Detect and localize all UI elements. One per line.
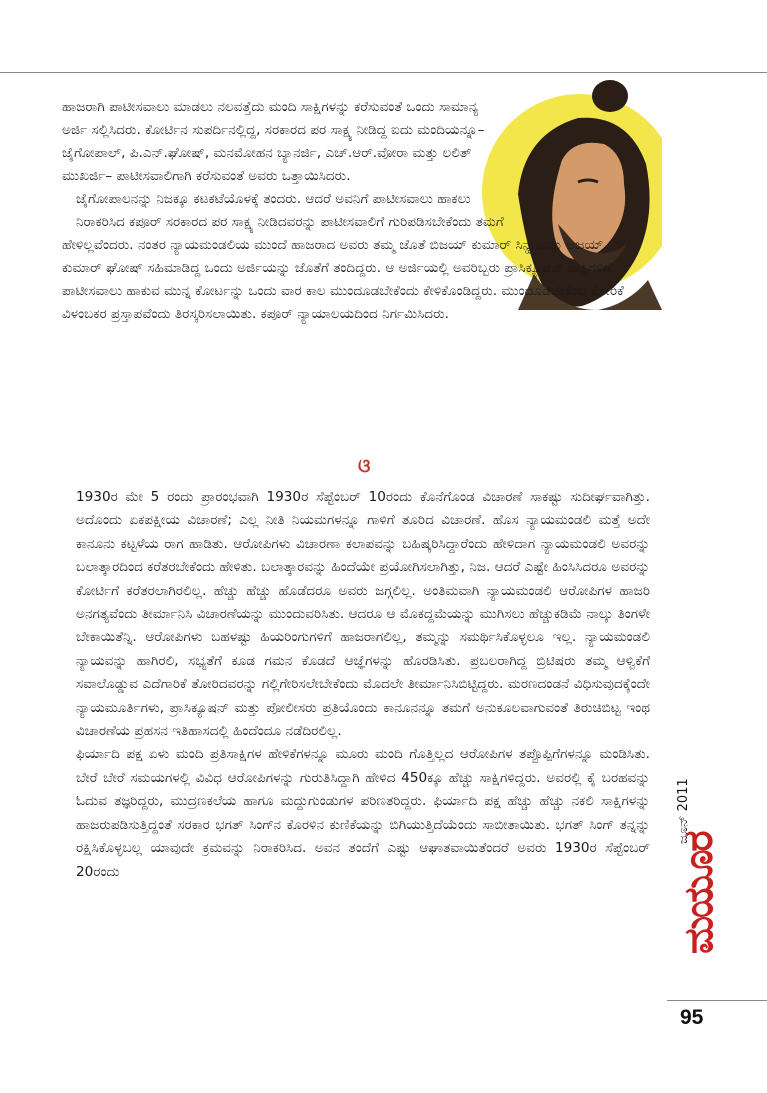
top-divider	[0, 72, 767, 73]
magazine-name: ಮಯೂರ	[676, 832, 722, 954]
paragraph: ಜೈಗೋಪಾಲನನ್ನು ನಿಜಕ್ಕೂ ಕಟಕಟೆಯೊಳಕ್ಕೆ ತಂದರು. ಆದರೆ ಅವನಿಗೆ ಪಾಟೀಸವಾಲು ಹಾಕಲು ನಿರಾಕರಿಸಿದ ಕಪೂರ್ ಸರಕಾರದ ಪರ ಸಾಕ್ಷ್ಯ ನೀಡಿದವರನ್ನು ಪಾಟೀಸವಾಲಿಗೆ ಗುರಿಪಡಿಸಬೇಕೆಂದು ತಮಗೆ	[76, 191, 504, 230]
upper-text	[62, 96, 622, 326]
paragraph: ಫಿರ್ಯಾದಿ ಪಕ್ಷ ಏಳು ಮಂದಿ ಪ್ರತಿಸಾಕ್ಷಿಗಳ ಹೇಳಿಕೆಗಳನ್ನೂ ಮೂರು ಮಂದಿ ಗೊತ್ತಿಲ್ಲದ ಆರೋಪಿಗಳ ತಪ್ಪೊಪ್ಪಿಗೆಗಳನ್ನೂ ಮಂಡಿಸಿತು. ಬೇರೆ ಬೇರೆ ಸಮಯಗಳಲ್ಲಿ ವಿವಿಧ ಆರೋಪಿಗಳನ್ನು ಗುರುತಿಸಿದ್ದಾಗಿ ಹೇಳಿದ 450ಕ್ಕೂ ಹೆಚ್ಚು ಸಾಕ್ಷಿಗಳಿದ್ದರು. ಅವರಲ್ಲಿ ಕೈ ಬರಹವನ್ನು ಓದುವ ತಜ್ಞರಿದ್ದರು, ಮುದ್ರಣಕಲೆಯ ಹಾಗೂ ಮದ್ದುಗುಂಡುಗಳ ಪರಿಣತರಿದ್ದರು. ಫಿರ್ಯಾದಿ ಪಕ್ಷ ಹೆಚ್ಚು ಹೆಚ್ಚು ನಕಲಿ ಸಾಕ್ಷಿಗಳನ್ನು ಹಾಜರುಪಡಿಸುತ್ತಿದ್ದಂತೆ ಸರಕಾರ ಭಗತ್ ಸಿಂಗ್‍ನ ಕೊರಳಿನ ಕುಣಿಕೆಯನ್ನು ಬಿಗಿಯುತ್ತಿದೆಯೆಂದು ಸಾಬೀತಾಯಿತು. ಭಗತ್ ಸಿಂಗ್ ತನ್ನನ್ನು ರಕ್ಷಿಸಿಕೊಳ್ಳಬಲ್ಲ ಯಾವುದೇ ಕ್ರಮವನ್ನು ನಿರಾಕರಿಸಿದ. ಅವನ ತಂದೆಗೆ ಎಷ್ಟು ಆಘಾತವಾಯಿತೆಂದರೆ ಅವರು 1930ರ ಸೆಪ್ಟೆಂಬರ್ 20ರಂದು	[76, 746, 650, 880]
issue-date: ಜೂನ್ 2011	[676, 778, 691, 844]
paragraph: ಹೇಳಿಲ್ಲವೆಂದರು. ನಂತರ ನ್ಯಾಯಮಂಡಲಿಯ ಮುಂದೆ ಹಾಜರಾದ ಅವರು ತಮ್ಮ ಜೊತೆ ಬಿಜಯ್ ಕುಮಾರ್ ಸಿನ್ಹ ಮತ್ತು ಅಜಯ್ ಕುಮಾರ್ ಘೋಷ್ ಸಹಿಮಾಡಿದ್ದ ಒಂದು ಅರ್ಜಿಯನ್ನು ಜೊತೆಗೆ ತಂದಿದ್ದರು. ಆ ಅರ್ಜಿಯಲ್ಲಿ ಅವರಿಬ್ಬರು ಪ್ರಾಸಿಕ್ಯೂಷನ್ ಸಾಕ್ಷಿಗಳಿಗೆ ಪಾಟೀಸವಾಲು ಹಾಕುವ ಮುನ್ನ ಕೋರ್ಟನ್ನು ಒಂದು ವಾರ ಕಾಲ ಮುಂದೂಡಬೇಕೆಂದು ಕೇಳಿಕೊಂಡಿದ್ದರು. ಮುಂದೂಡಬೇಕೆಂಬ ಕೋರಿಕೆ ವಿಳಂಬಕರ ಪ್ರಸ್ತಾಪವೆಂದು ತಿರಸ್ಕರಿಸಲಾಯಿತು. ಕಪೂರ್ ನ್ಯಾಯಾಲಯದಿಂದ ನಿರ್ಗಮಿಸಿದರು.	[62, 237, 624, 322]
section-ornament: ଓ	[358, 456, 371, 477]
footer-divider	[667, 1000, 767, 1001]
page-number: 95	[680, 1006, 704, 1029]
lower-text	[62, 486, 650, 884]
paragraph: ಹಾಜರಾಗಿ ಪಾಟೀಸವಾಲು ಮಾಡಲು ನಲವತ್ತೆದು ಮಂದಿ ಸಾಕ್ಷಿಗಳನ್ನು ಕರೆಸುವಂತೆ ಒಂದು ಸಾಮಾನ್ಯ ಅರ್ಜಿ ಸಲ್ಲಿಸಿದರು. ಕೋರ್ಟಿನ ಸುಪರ್ದಿನಲ್ಲಿದ್ದ, ಸರಕಾರದ ಪರ ಸಾಕ್ಷ್ಯ ನೀಡಿದ್ದ ಐದು ಮಂದಿಯನ್ನೂ– ಜೈಗೋಪಾಲ್, ಪಿ.ಎನ್.ಘೋಷ್, ಮನಮೋಹನ ಬ್ಯಾನರ್ಜಿ, ಎಚ್.ಆರ್.ವೋರಾ ಮತ್ತು ಲಲಿತ್ ಮುಖರ್ಜಿ– ಪಾಟೀಸವಾಲಿಗಾಗಿ ಕರೆಸುವಂತೆ ಅವರು ಒತ್ತಾಯಿಸಿದರು.	[62, 99, 485, 184]
paragraph: 1930ರ ಮೇ 5 ರಂದು ಪ್ರಾರಂಭವಾಗಿ 1930ರ ಸೆಪ್ಟೆಂಬರ್ 10ರಂದು ಕೊನೆಗೊಂಡ ವಿಚಾರಣೆ ಸಾಕಷ್ಟು ಸುದೀರ್ಘವಾಗಿತ್ತು. ಅದೊಂದು ಏಕಪಕ್ಷೀಯ ವಿಚಾರಣೆ; ಎಲ್ಲ ನೀತಿ ನಿಯಮಗಳನ್ನೂ ಗಾಳಿಗೆ ತೂರಿದ ವಿಚಾರಣೆ. ಹೊಸ ನ್ಯಾಯಮಂಡಲಿ ಮತ್ತೆ ಅದೇ ಕಾನೂನು ಕಟ್ಟಳೆಯ ರಾಗ ಹಾಡಿತು. ಆರೋಪಿಗಳು ವಿಚಾರಣಾ ಕಲಾಪವನ್ನು ಬಹಿಷ್ಕರಿಸಿದ್ದಾರೆಂದು ಹೇಳಿದಾಗ ನ್ಯಾಯಮಂಡಲಿ ಅವರನ್ನು ಬಲಾತ್ಕಾರದಿಂದ ಕರೆತರಬೇಕೆಂದು ಹೇಳಿತು. ಬಲಾತ್ಕಾರವನ್ನು ಹಿಂದೆಯೇ ಪ್ರಯೋಗಿಸಲಾಗಿತ್ತು, ನಿಜ. ಆದರೆ ಎಷ್ಟೇ ಹಿಂಸಿಸಿದರೂ ಅವರನ್ನು ಕೋರ್ಟಿಗೆ ಕರೆತರಲಾಗಿರಲಿಲ್ಲ. ಹೆಚ್ಚು ಹೆಚ್ಚು ಹೊಡೆದರೂ ಅವರು ಜಗ್ಗಲಿಲ್ಲ. ಅಂತಿಮವಾಗಿ ನ್ಯಾಯಮಂಡಲಿ ಆರೋಪಿಗಳ ಹಾಜರಿ ಅನಗತ್ಯವೆಂದು ತೀರ್ಮಾನಿಸಿ ವಿಚಾರಣೆಯನ್ನು ಮುಂದುವರಿಸಿತು. ಆದರೂ ಆ ಮೊಕದ್ದಮೆಯನ್ನು ಮುಗಿಸಲು ಹೆಚ್ಚುಕಡಿಮೆ ನಾಲ್ಕು ತಿಂಗಳೇ ಬೇಕಾಯಿತೆನ್ನಿ. ಆರೋಪಿಗಳು ಬಹಳಷ್ಟು ಹಿಯರಿಂಗುಗಳಿಗೆ ಹಾಜರಾಗಲಿಲ್ಲ, ತಮ್ಮನ್ನು ಸಮರ್ಥಿಸಿಕೊಳ್ಳಲೂ ಇಲ್ಲ. ನ್ಯಾಯಮಂಡಲಿ ನ್ಯಾಯವನ್ನು ಹಾಗಿರಲಿ, ಸಭ್ಯತೆಗೆ ಕೂಡ ಗಮನ ಕೊಡದೆ ಆಜ್ಞೆಗಳನ್ನು ಹೊರಡಿಸಿತು. ಪ್ರಬಲರಾಗಿದ್ದ ಬ್ರಿಟಿಷರು ತಮ್ಮ ಆಳ್ವಿಕೆಗೆ ಸವಾಲೊಡ್ಡುವ ಎದೆಗಾರಿಕೆ ತೋರಿದವರನ್ನು ಗಲ್ಲಿಗೇರಿಸಲೇಬೇಕೆಂದು ಮೊದಲೇ ತೀರ್ಮಾನಿಸಿಬಿಟ್ಟಿದ್ದರು. ಮರಣದಂಡನೆ ವಿಧಿಸುವುದಕ್ಕೆಂದೇ ನ್ಯಾಯಮೂರ್ತಿಗಳು, ಪ್ರಾಸಿಕ್ಯೂಷನ್ ಮತ್ತು ಪೋಲೀಸರು ಪ್ರತಿಯೊಂದು ಕಾನೂನನ್ನೂ ತಮಗೆ ಅನುಕೂಲವಾಗುವಂತೆ ತಿರುಚಿಬಿಟ್ಟ ಇಂಥ ವಿಚಾರಣೆಯ ಪ್ರಹಸನ ಇತಿಹಾಸದಲ್ಲಿ ಹಿಂದೆಂದೂ ನಡೆದಿರಲಿಲ್ಲ.	[76, 489, 650, 740]
